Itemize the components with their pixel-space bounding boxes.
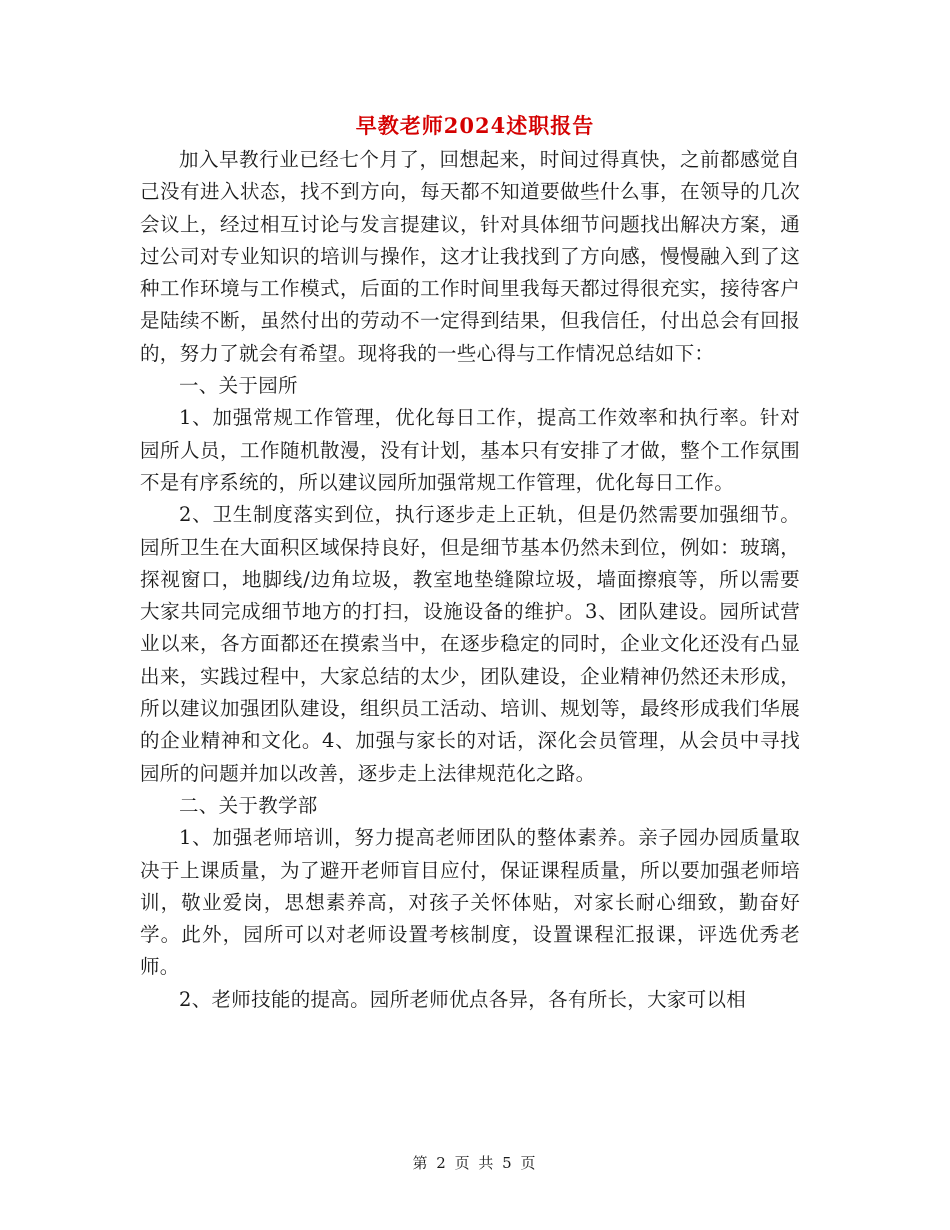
- section-heading-teaching: 二、关于教学部: [179, 793, 318, 817]
- paragraph-intro: 加入早教行业已经七个月了，回想起来，时间过得真快，之前都感觉自己没有进入状态，找不到方向，每天都不知道要做些什么事，在领导的几次会议上，经过相互讨论与发言提建议，针对具体细节问题找出解决方案，通过公司对专业知识的培训与操作，这才让我找到了方向感，慢慢融入到了这种工作环境与工作模式，后面的工作时间里我每天都过得很充实，接待客户是陆续不断，虽然付出的劳动不一定得到结果，但我信任，付出总会有回报的，努力了就会有希望。现将我的一些心得与工作情况总结如下：: [140, 148, 800, 365]
- document-body: [140, 144, 800, 1016]
- paragraph-hygiene-team-parents: 2、卫生制度落实到位，执行逐步走上正轨，但是仍然需要加强细节。园所卫生在大面积区域保持良好，但是细节基本仍然未到位，例如：玻璃，探视窗口，地脚线/边角垃圾，教室地垫缝隙垃圾，墙面擦痕等，所以需要大家共同完成细节地方的打扫，设施设备的维护。3、团队建设。园所试营业以来，各方面都还在摸索当中，在逐步稳定的同时，企业文化还没有凸显出来，实践过程中，大家总结的太少，团队建设，企业精神仍然还未形成，所以建议加强团队建设，组织员工活动、培训、规划等，最终形成我们华展的企业精神和文化。4、加强与家长的对话，深化会员管理，从会员中寻找园所的问题并加以改善，逐步走上法律规范化之路。: [140, 503, 800, 785]
- document-title: 早教老师2024述职报告: [355, 113, 595, 138]
- page-number-footer: 第 2 页 共 5 页: [412, 1154, 538, 1172]
- paragraph-routine-management: 1、加强常规工作管理，优化每日工作，提高工作效率和执行率。针对园所人员，工作随机散漫，没有计划，基本只有安排了才做，整个工作氛围不是有序系统的，所以建议园所加强常规工作管理，优化每日工作。: [140, 406, 800, 494]
- paragraph-teacher-training: 1、加强老师培训，努力提高老师团队的整体素养。亲子园办园质量取决于上课质量，为了避开老师盲目应付，保证课程质量，所以要加强老师培训，敬业爱岗，思想素养高，对孩子关怀体贴，对家长耐心细致，勤奋好学。此外，园所可以对老师设置考核制度，设置课程汇报课，评选优秀老师。: [140, 826, 800, 979]
- paragraph-teacher-skills: 2、老师技能的提高。园所老师优点各异，各有所长，大家可以相: [179, 987, 747, 1011]
- section-heading-kindergarten: 一、关于园所: [179, 374, 298, 398]
